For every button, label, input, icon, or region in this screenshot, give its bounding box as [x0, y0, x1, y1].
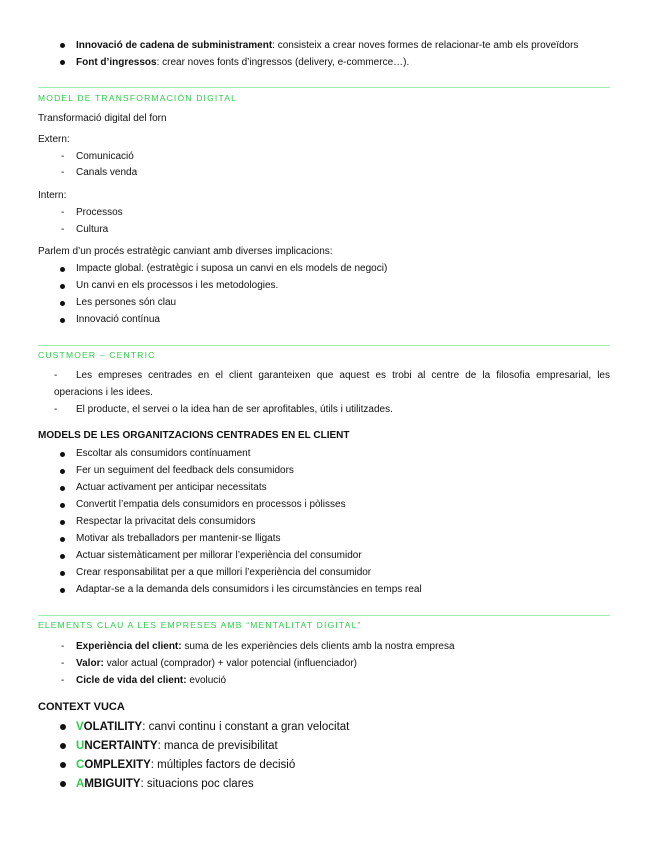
- term: Cicle de vida del client: [76, 675, 184, 686]
- vuca-term: MBIGUITY: [84, 778, 141, 790]
- section-heading-elements: ELEMENTS CLAU A LES EMPRESES AMB “MENTALITAT DIGITAL”: [38, 620, 362, 630]
- process-item: Les persones són clau: [76, 297, 177, 308]
- vuca-heading: CONTEXT VUCA: [38, 701, 125, 713]
- section-heading-model: MODEL DE TRANSFORMACIÓN DIGITAL: [38, 93, 238, 103]
- bullet-icon: [60, 588, 65, 593]
- vuca-letter: U: [76, 740, 85, 752]
- desc: valor actual (comprador) + valor potencial (influenciador): [103, 658, 357, 669]
- vuca-term: OMPLEXITY: [84, 759, 151, 771]
- bullet-icon: [60, 762, 66, 768]
- customer-item-line: El producte, el servei o la idea han de ser aprofitables, útils i utilitzades.: [76, 404, 393, 415]
- bullet-icon: [60, 503, 65, 508]
- dash-icon: -: [54, 404, 58, 415]
- models-item: Crear responsabilitat per a que millori l’experiència del consumidor: [76, 567, 372, 578]
- sep: :: [178, 641, 182, 652]
- extern-label: Extern:: [38, 134, 70, 145]
- models-item: Respectar la privacitat dels consumidors: [76, 516, 256, 527]
- models-item: Actuar activament per anticipar necessitats: [76, 482, 267, 493]
- dash-icon: -: [61, 167, 65, 178]
- bullet-icon: [60, 537, 65, 542]
- vuca-item: [76, 720, 349, 734]
- term: Innovació de cadena de subministrament: [76, 40, 273, 51]
- vuca-term: OLATILITY: [83, 721, 143, 733]
- elements-item: [76, 658, 357, 670]
- process-intro: Parlem d’un procés estratègic canviant amb diverses implicacions:: [38, 246, 333, 257]
- bullet-icon: [60, 554, 65, 559]
- vuca-letter: V: [76, 721, 84, 733]
- customer-item-line: operacions i les idees.: [54, 387, 153, 398]
- bullet-icon: [60, 571, 65, 576]
- elements-item: [76, 675, 226, 687]
- sep: :: [272, 40, 275, 51]
- models-item: Convertit l’empatia dels consumidors en processos i pòlisses: [76, 499, 346, 510]
- vuca-item: [76, 739, 278, 753]
- bullet-icon: [60, 724, 66, 730]
- extern-item: Comunicació: [76, 151, 134, 162]
- bullet-icon: [60, 452, 65, 457]
- dash-icon: -: [61, 224, 65, 235]
- intern-label: Intern:: [38, 190, 67, 201]
- dash-icon: -: [61, 151, 65, 162]
- vuca-desc: : manca de previsibilitat: [157, 740, 278, 752]
- dash-icon: -: [61, 658, 65, 669]
- section-divider: [38, 345, 610, 346]
- vuca-term: NCERTAINTY: [84, 740, 158, 752]
- intern-item: Cultura: [76, 224, 109, 235]
- dash-icon: -: [54, 370, 58, 381]
- section-divider: [38, 615, 610, 616]
- process-item: Un canvi en els processos i les metodologies.: [76, 280, 279, 291]
- vuca-desc: : situacions poc clares: [140, 778, 254, 790]
- intern-item: Processos: [76, 207, 123, 218]
- bullet-icon: [60, 469, 65, 474]
- models-item: Escoltar als consumidors contínuament: [76, 448, 251, 459]
- bullet-icon: [60, 520, 65, 525]
- models-item: Motivar als treballadors per mantenir-se lligats: [76, 533, 281, 544]
- bullet-icon: [60, 486, 65, 491]
- term: Experiència del client: [76, 641, 179, 652]
- bullet-icon: [60, 743, 66, 749]
- term: Font d’ingressos: [76, 57, 157, 68]
- models-item: Actuar sistemàticament per millorar l’experiència del consumidor: [76, 550, 362, 561]
- vuca-letter: C: [76, 759, 85, 771]
- sep: :: [183, 675, 187, 686]
- elements-item: [76, 641, 455, 653]
- models-item: Fer un seguiment del feedback dels consumidors: [76, 465, 294, 476]
- bullet-icon: [60, 267, 65, 272]
- vuca-letter: A: [76, 778, 85, 790]
- models-item: Adaptar-se a la demanda dels consumidors i les circumstàncies en temps real: [76, 584, 422, 595]
- dash-icon: -: [61, 207, 65, 218]
- process-item: Innovació contínua: [76, 314, 160, 325]
- top-bullet-0: [76, 40, 578, 52]
- section-heading-customer: CUSTMOER – CENTRIC: [38, 350, 156, 360]
- bullet-icon: [60, 318, 65, 323]
- dash-icon: -: [61, 641, 65, 652]
- sep: :: [156, 57, 160, 68]
- vuca-desc: : múltiples factors de decisió: [150, 759, 296, 771]
- models-heading: MODELS DE LES ORGANITZACIONS CENTRADES EN EL CLIENT: [38, 430, 350, 441]
- desc: crear noves fonts d’ingressos (delivery, e-commerce…).: [159, 57, 410, 68]
- process-item: Impacte global. (estratègic i suposa un canvi en els models de negoci): [76, 263, 388, 274]
- bullet-icon: [60, 43, 65, 48]
- vuca-item: [76, 758, 295, 772]
- extern-item: Canals venda: [76, 167, 138, 178]
- vuca-item: [76, 777, 254, 791]
- model-subtitle: Transformació digital del forn: [38, 113, 167, 124]
- section-divider: [38, 87, 610, 88]
- sep: :: [100, 658, 104, 669]
- bullet-icon: [60, 781, 66, 787]
- bullet-icon: [60, 60, 65, 65]
- vuca-desc: : canvi continu i constant a gran velocitat: [142, 721, 350, 733]
- top-bullet-1: [76, 57, 409, 69]
- desc: consisteix a crear noves formes de relacionar-te amb els proveïdors: [274, 40, 579, 51]
- bullet-icon: [60, 284, 65, 289]
- bullet-icon: [60, 301, 65, 306]
- customer-item-line: Les empreses centrades en el client garanteixen que aquest es trobi al centre de la filosofia empresarial, les: [76, 370, 610, 381]
- term: Valor: [76, 658, 101, 669]
- dash-icon: -: [61, 675, 65, 686]
- desc: suma de les experiències dels clients amb la nostra empresa: [181, 641, 455, 652]
- desc: evolució: [186, 675, 227, 686]
